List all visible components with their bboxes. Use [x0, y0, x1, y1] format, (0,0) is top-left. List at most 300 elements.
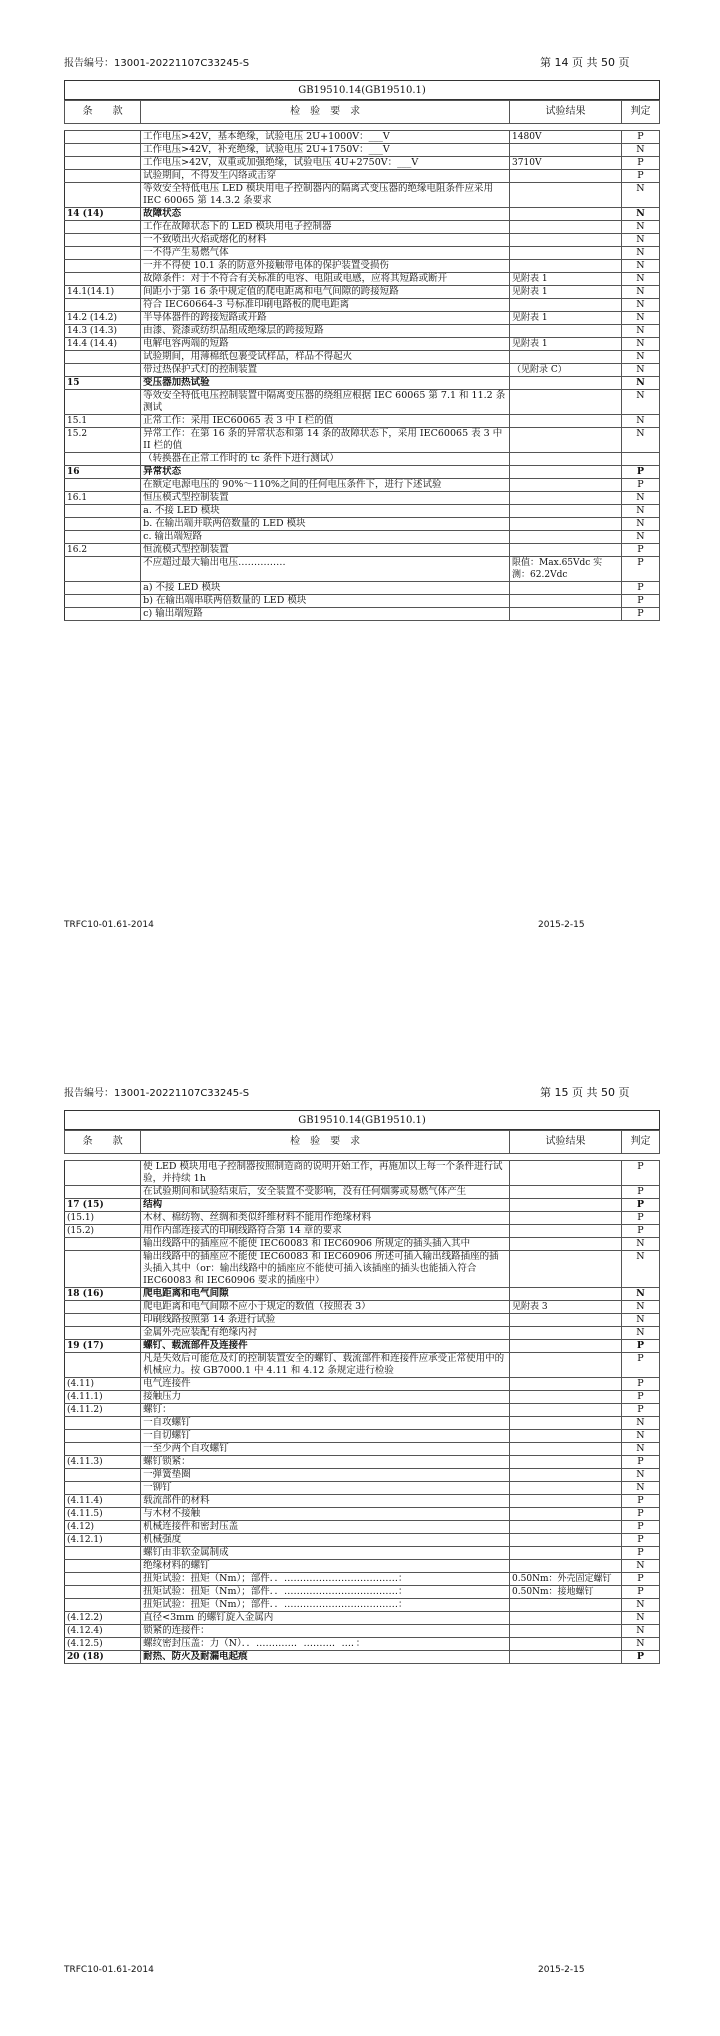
requirement-cell: 在试验期间和试验结束后，安全装置不受影响，没有任何烟雾或易燃气体产生	[141, 1186, 510, 1199]
table-row	[65, 299, 660, 312]
result-cell	[510, 415, 622, 428]
clause-cell: 20 (18)	[65, 1651, 141, 1664]
verdict-cell: P	[621, 1456, 659, 1469]
verdict-cell: N	[621, 428, 659, 453]
requirement-cell: 金属外壳应装配有绝缘内衬	[141, 1327, 510, 1340]
verdict-cell: N	[621, 1301, 659, 1314]
table-row	[65, 144, 660, 157]
verdict-cell: N	[621, 1417, 659, 1430]
table-row	[65, 492, 660, 505]
requirement-cell: b. 在输出端并联两倍数量的 LED 模块	[141, 518, 510, 531]
clause-cell	[65, 247, 141, 260]
result-cell	[510, 1238, 622, 1251]
clause-cell	[65, 1327, 141, 1340]
requirement-cell: 耐热、防火及耐漏电起痕	[141, 1651, 510, 1664]
column-header: 条 款	[65, 101, 141, 124]
clause-cell	[65, 221, 141, 234]
table-row	[65, 1521, 660, 1534]
requirement-cell: 一不致喷出火焰或熔化的材料	[141, 234, 510, 247]
clause-cell: 16.2	[65, 544, 141, 557]
clause-cell: (4.11.1)	[65, 1391, 141, 1404]
requirement-cell: 在额定电源电压的 90%～110%之间的任何电压条件下，进行下述试验	[141, 479, 510, 492]
clause-cell: 15	[65, 377, 141, 390]
table-row	[65, 325, 660, 338]
result-cell	[510, 608, 622, 621]
requirement-cell: 机械连接件和密封压盖	[141, 1521, 510, 1534]
verdict-cell: N	[621, 415, 659, 428]
table-row	[65, 1456, 660, 1469]
report-number: 报告编号：13001-20221107C33245-S	[64, 1088, 250, 1099]
requirement-cell: 输出线路中的插座应不能使 IEC60083 和 IEC60906 所规定的插头插入其中	[141, 1238, 510, 1251]
requirement-cell: 扭矩试验：扭矩（Nm）；部件．．………………………………：	[141, 1586, 510, 1599]
clause-cell	[65, 1443, 141, 1456]
clause-cell	[65, 582, 141, 595]
result-cell	[510, 1212, 622, 1225]
inspection-table	[64, 100, 660, 621]
form-date: 2015-2-15	[538, 920, 585, 930]
clause-cell	[65, 1573, 141, 1586]
clause-cell: (4.12.1)	[65, 1534, 141, 1547]
clause-cell: 14.1(14.1)	[65, 286, 141, 299]
requirement-cell: 等效安全特低电压控制装置中隔离变压器的绕组应根据 IEC 60065 第 7.1 和 11.2 条测试	[141, 390, 510, 415]
verdict-cell: P	[621, 1378, 659, 1391]
result-cell	[510, 1482, 622, 1495]
clause-cell: (4.11.2)	[65, 1404, 141, 1417]
verdict-cell: P	[621, 1534, 659, 1547]
clause-cell	[65, 1560, 141, 1573]
table-row	[65, 1547, 660, 1560]
table-row	[65, 183, 660, 208]
table-row	[65, 157, 660, 170]
result-cell	[510, 1251, 622, 1288]
clause-cell	[65, 531, 141, 544]
clause-cell	[65, 1161, 141, 1186]
clause-cell: (4.12.4)	[65, 1625, 141, 1638]
result-cell	[510, 1430, 622, 1443]
result-cell	[510, 247, 622, 260]
table-row	[65, 582, 660, 595]
requirement-cell: 恒流模式型控制装置	[141, 544, 510, 557]
verdict-cell: N	[621, 505, 659, 518]
verdict-cell: N	[621, 390, 659, 415]
table-row	[65, 1469, 660, 1482]
verdict-cell: N	[621, 377, 659, 390]
requirement-cell: 扭矩试验：扭矩（Nm）；部件．．………………………………：	[141, 1599, 510, 1612]
section-row	[65, 208, 660, 221]
verdict-cell: P	[621, 1391, 659, 1404]
verdict-cell: P	[621, 582, 659, 595]
requirement-cell: 异常状态	[141, 466, 510, 479]
result-cell	[510, 595, 622, 608]
clause-cell	[65, 1599, 141, 1612]
clause-cell: 14.4 (14.4)	[65, 338, 141, 351]
clause-cell: 16.1	[65, 492, 141, 505]
verdict-cell: N	[621, 312, 659, 325]
clause-cell: 15.1	[65, 415, 141, 428]
clause-cell: 19 (17)	[65, 1340, 141, 1353]
clause-cell	[65, 1417, 141, 1430]
result-cell	[510, 1521, 622, 1534]
requirement-cell: a) 不接 LED 模块	[141, 582, 510, 595]
table-row	[65, 531, 660, 544]
requirement-cell: 试验期间，不得发生闪络或击穿	[141, 170, 510, 183]
verdict-cell: N	[621, 286, 659, 299]
table-row	[65, 479, 660, 492]
requirement-cell: 不应超过最大输出电压……………	[141, 557, 510, 582]
clause-cell	[65, 518, 141, 531]
requirement-cell: 由漆、瓷漆或纺织品组成绝缘层的跨接短路	[141, 325, 510, 338]
clause-cell: (4.11.4)	[65, 1495, 141, 1508]
clause-cell	[65, 453, 141, 466]
verdict-cell: N	[621, 1238, 659, 1251]
table-row	[65, 1573, 660, 1586]
verdict-cell: N	[621, 1469, 659, 1482]
result-cell: （见附录 C）	[510, 364, 622, 377]
requirement-cell: 正常工作：采用 IEC60065 表 3 中 I 栏的值	[141, 415, 510, 428]
requirement-cell: 机械强度	[141, 1534, 510, 1547]
result-cell	[510, 260, 622, 273]
result-cell	[510, 221, 622, 234]
verdict-cell: N	[621, 208, 659, 221]
requirement-cell: 一弹簧垫圈	[141, 1469, 510, 1482]
clause-cell	[65, 390, 141, 415]
table-row	[65, 1560, 660, 1573]
result-cell	[510, 1417, 622, 1430]
table-row	[65, 557, 660, 582]
table-row	[65, 1186, 660, 1199]
verdict-cell: P	[621, 1586, 659, 1599]
requirement-cell: b) 在输出端串联两倍数量的 LED 模块	[141, 595, 510, 608]
standard-title: GB19510.14(GB19510.1)	[64, 1110, 660, 1130]
table-row	[65, 247, 660, 260]
result-cell	[510, 351, 622, 364]
verdict-cell: P	[621, 1573, 659, 1586]
clause-cell	[65, 260, 141, 273]
requirement-cell: 恒压模式型控制装置	[141, 492, 510, 505]
result-cell	[510, 1638, 622, 1651]
clause-cell: (4.12.5)	[65, 1638, 141, 1651]
clause-cell	[65, 479, 141, 492]
result-cell	[510, 582, 622, 595]
verdict-cell: P	[621, 1547, 659, 1560]
clause-cell	[65, 1430, 141, 1443]
result-cell	[510, 1443, 622, 1456]
requirement-cell: 一自切螺钉	[141, 1430, 510, 1443]
requirement-cell: 螺纹密封压盖：力（N）．．…………．………．…．：	[141, 1638, 510, 1651]
requirement-cell: 一并不得使 10.1 条的防意外接触带电体的保护装置受损伤	[141, 260, 510, 273]
verdict-cell: P	[621, 1186, 659, 1199]
requirement-cell: 输出线路中的插座应不能使 IEC60083 和 IEC60906 所述可插入输出线路插座的插头插入其中（or：输出线路中的插座应不能使可插入该插座的插头也能插入符合 IEC60083 和 IEC60906 要求的插座中）	[141, 1251, 510, 1288]
result-cell	[510, 1469, 622, 1482]
table-row	[65, 428, 660, 453]
table-row	[65, 286, 660, 299]
requirement-cell: 工作电压>42V，补充绝缘，试验电压 2U+1750V：___V	[141, 144, 510, 157]
standard-title: GB19510.14(GB19510.1)	[64, 80, 660, 100]
clause-cell: 14.3 (14.3)	[65, 325, 141, 338]
clause-cell	[65, 608, 141, 621]
verdict-cell: N	[621, 518, 659, 531]
clause-cell: (4.11)	[65, 1378, 141, 1391]
clause-cell	[65, 1469, 141, 1482]
requirement-cell: 半导体器件的跨接短路或开路	[141, 312, 510, 325]
result-cell	[510, 299, 622, 312]
result-cell: 0.50Nm：外壳固定螺钉	[510, 1573, 622, 1586]
verdict-cell: P	[621, 157, 659, 170]
verdict-cell: P	[621, 1212, 659, 1225]
requirement-cell: 接触压力	[141, 1391, 510, 1404]
verdict-cell: P	[621, 1225, 659, 1238]
table-row	[65, 1430, 660, 1443]
requirement-cell: 载流部件的材料	[141, 1495, 510, 1508]
requirement-cell: 故障状态	[141, 208, 510, 221]
verdict-cell: P	[621, 1508, 659, 1521]
result-cell	[510, 518, 622, 531]
verdict-cell: P	[621, 608, 659, 621]
result-cell	[510, 453, 622, 466]
verdict-cell: N	[621, 299, 659, 312]
table-row	[65, 1301, 660, 1314]
table-header	[65, 101, 660, 124]
clause-cell: 17 (15)	[65, 1199, 141, 1212]
verdict-cell: N	[621, 1430, 659, 1443]
table-row	[65, 1586, 660, 1599]
requirement-cell: 异常工作：在第 16 条的异常状态和第 14 条的故障状态下，采用 IEC60065 表 3 中 II 栏的值	[141, 428, 510, 453]
requirement-cell: 一铆钉	[141, 1482, 510, 1495]
result-cell	[510, 492, 622, 505]
requirement-cell: 印刷线路按照第 14 条进行试验	[141, 1314, 510, 1327]
clause-cell: (4.11.3)	[65, 1456, 141, 1469]
result-cell	[510, 390, 622, 415]
requirement-cell: 带过热保护式灯的控制装置	[141, 364, 510, 377]
result-cell: 见附表 1	[510, 312, 622, 325]
table-row	[65, 1482, 660, 1495]
verdict-cell: P	[621, 557, 659, 582]
result-cell	[510, 144, 622, 157]
requirement-cell: 使 LED 模块用电子控制器按照制造商的说明开始工作，再施加以上每一个条件进行试验，并持续 1h	[141, 1161, 510, 1186]
table-row	[65, 1612, 660, 1625]
requirement-cell: a. 不接 LED 模块	[141, 505, 510, 518]
result-cell	[510, 208, 622, 221]
section-row	[65, 1651, 660, 1664]
column-header: 试验结果	[510, 101, 622, 124]
requirement-cell: 电气连接件	[141, 1378, 510, 1391]
verdict-cell: N	[621, 260, 659, 273]
requirement-cell: 一自攻螺钉	[141, 1417, 510, 1430]
table-row	[65, 1508, 660, 1521]
requirement-cell: c. 输出端短路	[141, 531, 510, 544]
requirement-cell: 木材、棉纺物、丝绸和类似纤维材料不能用作绝缘材料	[141, 1212, 510, 1225]
result-cell	[510, 234, 622, 247]
column-header: 检 验 要 求	[141, 1131, 510, 1154]
table-row	[65, 1625, 660, 1638]
requirement-cell: 螺钉、载流部件及连接件	[141, 1340, 510, 1353]
verdict-cell: P	[621, 1521, 659, 1534]
table-row	[65, 390, 660, 415]
requirement-cell: 螺钉锁紧：	[141, 1456, 510, 1469]
requirement-cell: 爬电距离和电气间隙不应小于规定的数值（按照表 3）	[141, 1301, 510, 1314]
requirement-cell: 锁紧的连接件：	[141, 1625, 510, 1638]
clause-cell: 15.2	[65, 428, 141, 453]
result-cell	[510, 428, 622, 453]
clause-cell	[65, 1238, 141, 1251]
result-cell	[510, 1199, 622, 1212]
verdict-cell: N	[621, 183, 659, 208]
form-code: TRFC10-01.61-2014	[64, 920, 154, 930]
report-page-15	[0, 1030, 720, 2036]
clause-cell: (4.12)	[65, 1521, 141, 1534]
section-row	[65, 377, 660, 390]
result-cell	[510, 1599, 622, 1612]
verdict-cell: N	[621, 1625, 659, 1638]
verdict-cell: P	[621, 1353, 659, 1378]
result-cell	[510, 1288, 622, 1301]
verdict-cell: P	[621, 1495, 659, 1508]
page-indicator: 第 15 页 共 50 页	[540, 1086, 630, 1099]
verdict-cell: P	[621, 595, 659, 608]
result-cell	[510, 183, 622, 208]
result-cell	[510, 1161, 622, 1186]
table-row	[65, 234, 660, 247]
clause-cell	[65, 557, 141, 582]
result-cell: 见附表 3	[510, 1301, 622, 1314]
requirement-cell: 直径<3mm 的螺钉旋入金属内	[141, 1612, 510, 1625]
result-cell	[510, 1378, 622, 1391]
requirement-cell: 与木材不接触	[141, 1508, 510, 1521]
requirement-cell: 扭矩试验：扭矩（Nm）；部件．．………………………………：	[141, 1573, 510, 1586]
result-cell	[510, 466, 622, 479]
requirement-cell: 结构	[141, 1199, 510, 1212]
verdict-cell: P	[621, 1404, 659, 1417]
table-row	[65, 351, 660, 364]
requirement-cell: 工作电压>42V，基本绝缘，试验电压 2U+1000V：___V	[141, 131, 510, 144]
verdict-cell: P	[621, 1651, 659, 1664]
clause-cell: (15.2)	[65, 1225, 141, 1238]
requirement-cell: 工作在故障状态下的 LED 模块用电子控制器	[141, 221, 510, 234]
table-row	[65, 1417, 660, 1430]
requirement-cell: c) 输出端短路	[141, 608, 510, 621]
clause-cell	[65, 170, 141, 183]
result-cell: 见附表 1	[510, 273, 622, 286]
requirement-cell: 一至少两个自攻螺钉	[141, 1443, 510, 1456]
inspection-table	[64, 1130, 660, 1664]
verdict-cell: N	[621, 1612, 659, 1625]
result-cell	[510, 1625, 622, 1638]
result-cell	[510, 1186, 622, 1199]
table-row	[65, 1327, 660, 1340]
verdict-cell: N	[621, 273, 659, 286]
clause-cell	[65, 505, 141, 518]
result-cell	[510, 1404, 622, 1417]
requirement-cell: 间距小于第 16 条中规定值的爬电距离和电气间隙的跨接短路	[141, 286, 510, 299]
result-cell	[510, 1327, 622, 1340]
table-row	[65, 273, 660, 286]
requirement-cell: 故障条件：对于不符合有关标准的电容、电阻或电感，应将其短路或断开	[141, 273, 510, 286]
clause-cell: 18 (16)	[65, 1288, 141, 1301]
result-cell	[510, 1225, 622, 1238]
clause-cell	[65, 1353, 141, 1378]
table-row	[65, 1378, 660, 1391]
table-row	[65, 1391, 660, 1404]
clause-cell	[65, 1314, 141, 1327]
table-row	[65, 415, 660, 428]
clause-cell: 14.2 (14.2)	[65, 312, 141, 325]
result-cell	[510, 505, 622, 518]
column-header: 判定	[621, 1131, 659, 1154]
verdict-cell: N	[621, 221, 659, 234]
verdict-cell: N	[621, 1314, 659, 1327]
result-cell	[510, 1560, 622, 1573]
table-row	[65, 505, 660, 518]
result-cell: 0.50Nm：接地螺钉	[510, 1586, 622, 1599]
verdict-cell: P	[621, 466, 659, 479]
requirement-cell: （转换器在正常工作时的 tc 条件下进行测试）	[141, 453, 510, 466]
table-row	[65, 312, 660, 325]
verdict-cell: N	[621, 531, 659, 544]
table-row	[65, 1353, 660, 1378]
clause-cell: (15.1)	[65, 1212, 141, 1225]
clause-cell	[65, 1251, 141, 1288]
table-row	[65, 608, 660, 621]
requirement-cell: 变压器加热试验	[141, 377, 510, 390]
table-row	[65, 518, 660, 531]
verdict-cell: P	[621, 479, 659, 492]
verdict-cell: N	[621, 1482, 659, 1495]
table-row	[65, 1599, 660, 1612]
section-row	[65, 1340, 660, 1353]
result-cell	[510, 1534, 622, 1547]
requirement-cell: 工作电压>42V，双重或加强绝缘，试验电压 4U+2750V：___V	[141, 157, 510, 170]
requirement-cell: 电解电容两端的短路	[141, 338, 510, 351]
column-header: 检 验 要 求	[141, 101, 510, 124]
clause-cell	[65, 1547, 141, 1560]
table-row	[65, 1238, 660, 1251]
verdict-cell: P	[621, 544, 659, 557]
result-cell	[510, 1508, 622, 1521]
result-cell	[510, 1391, 622, 1404]
verdict-cell: P	[621, 1199, 659, 1212]
verdict-cell: N	[621, 1599, 659, 1612]
verdict-cell: N	[621, 1288, 659, 1301]
table-row	[65, 1161, 660, 1186]
requirement-cell: 试验期间，用薄棉纸包裹受试样品，样品不得起火	[141, 351, 510, 364]
verdict-cell: N	[621, 1251, 659, 1288]
table-header	[65, 1131, 660, 1154]
requirement-cell: 用作内部连接式的印刷线路符合第 14 章的要求	[141, 1225, 510, 1238]
requirement-cell: 一不得产生易燃气体	[141, 247, 510, 260]
result-cell	[510, 1495, 622, 1508]
column-header: 试验结果	[510, 1131, 622, 1154]
section-row	[65, 466, 660, 479]
report-number: 报告编号：13001-20221107C33245-S	[64, 58, 250, 69]
result-cell: 限值：Max.65Vdc 实测：62.2Vdc	[510, 557, 622, 582]
result-cell: 1480V	[510, 131, 622, 144]
table-row	[65, 453, 660, 466]
result-cell: 见附表 1	[510, 286, 622, 299]
result-cell	[510, 544, 622, 557]
verdict-cell: N	[621, 351, 659, 364]
verdict-cell: N	[621, 234, 659, 247]
table-row	[65, 221, 660, 234]
verdict-cell: P	[621, 1340, 659, 1353]
clause-cell: (4.11.5)	[65, 1508, 141, 1521]
result-cell: 3710V	[510, 157, 622, 170]
table-row	[65, 1225, 660, 1238]
result-cell	[510, 1547, 622, 1560]
verdict-cell: N	[621, 364, 659, 377]
table-row	[65, 260, 660, 273]
result-cell	[510, 377, 622, 390]
clause-cell: 14 (14)	[65, 208, 141, 221]
